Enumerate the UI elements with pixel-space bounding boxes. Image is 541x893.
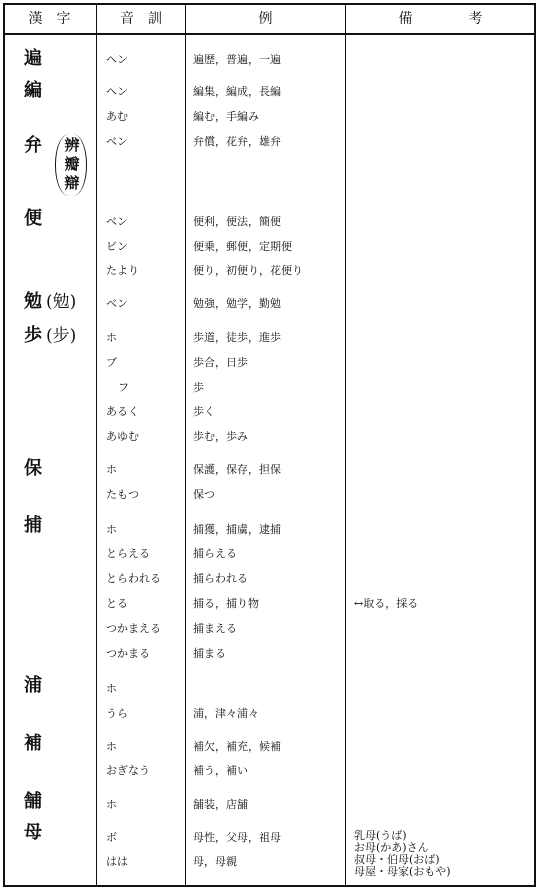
reading-cell: あゆむ — [106, 430, 139, 443]
reading-cell: あむ — [106, 110, 128, 123]
example-cell: 捕獲，捕虜，逮捕 — [193, 523, 281, 536]
kanji-cell: 浦 — [24, 675, 42, 696]
reading-cell: ホ — [106, 682, 117, 695]
example-cell: 捕る，捕り物 — [193, 597, 259, 610]
example-cell: 補う，補い — [193, 764, 248, 777]
reading-cell: とる — [106, 597, 128, 610]
kanji-char: 歩 — [24, 325, 42, 346]
example-cell: 便り，初便り，花便り — [193, 264, 303, 277]
example-cell: 歩く — [193, 405, 215, 418]
reading-cell: ブ — [106, 356, 117, 369]
example-cell: 便乗，郵便，定期便 — [193, 240, 292, 253]
reading-cell: ビン — [106, 240, 128, 253]
example-cell: 保護，保存，担保 — [193, 463, 281, 476]
example-cell: 歩道，徒歩，進歩 — [193, 331, 281, 344]
example-cell: 勉強，勉学，勤勉 — [193, 297, 281, 310]
reading-cell: ホ — [106, 740, 117, 753]
reading-cell: ホ — [106, 331, 117, 344]
variant-kanji: 瓣 — [64, 155, 80, 173]
kanji-cell: 遍 — [24, 48, 42, 69]
reading-cell: つかまる — [106, 647, 150, 660]
remark-cell: 母屋・母家(おもや) — [354, 865, 451, 878]
header-divider — [3, 33, 536, 35]
column-divider — [345, 3, 346, 887]
reading-cell: ホ — [106, 463, 117, 476]
reading-cell: たより — [106, 264, 139, 277]
reading-cell: ホ — [106, 798, 117, 811]
example-cell: 弁償，花弁，雄弁 — [193, 135, 281, 148]
example-cell: 編集，編成，長編 — [193, 85, 281, 98]
remark-cell: 乳母(うば) — [354, 829, 407, 842]
reading-cell: あるく — [106, 405, 139, 418]
example-cell: 舗装，店舗 — [193, 798, 248, 811]
remark-cell: 叔母・伯母(おば) — [354, 853, 440, 866]
example-cell: 補欠，補充，候補 — [193, 740, 281, 753]
column-divider — [96, 3, 97, 887]
example-cell: 便利，便法，簡便 — [193, 215, 281, 228]
kanji-cell: 便 — [24, 208, 42, 229]
example-cell: 母性，父母，祖母 — [193, 831, 281, 844]
kanji-cell — [24, 324, 76, 348]
reading-cell: フ — [118, 381, 129, 394]
kanji-char: 勉 — [24, 291, 42, 312]
example-cell: 歩む，歩み — [193, 430, 248, 443]
reading-cell: ベン — [106, 297, 128, 310]
kanji-cell: 弁 — [24, 135, 42, 156]
example-cell: 捕まえる — [193, 622, 237, 635]
reading-cell: ボ — [106, 831, 117, 844]
reading-cell: ベン — [106, 215, 128, 228]
reading-cell: ヘン — [106, 53, 128, 66]
header-example: 例 — [258, 11, 273, 27]
example-cell: 捕らえる — [193, 547, 237, 560]
variant-kanji-group — [55, 134, 87, 196]
remark-cell: お母(かあ)さん — [354, 841, 429, 854]
header-remarks: 備 考 — [398, 11, 483, 27]
example-cell: 遍歴，普遍，一遍 — [193, 53, 281, 66]
kanji-old-form: (勉) — [46, 292, 77, 312]
reading-cell: うら — [106, 707, 128, 720]
example-cell: 捕まる — [193, 647, 226, 660]
kanji-cell: 母 — [24, 822, 42, 843]
reading-cell: とらえる — [106, 547, 150, 560]
kanji-cell: 捕 — [24, 515, 42, 536]
reading-cell: おぎなう — [106, 764, 150, 777]
column-divider — [185, 3, 186, 887]
example-cell: 捕らわれる — [193, 572, 248, 585]
kanji-cell: 舗 — [24, 791, 42, 812]
reading-cell: ヘン — [106, 85, 128, 98]
example-cell: 編む，手編み — [193, 110, 259, 123]
header-kanji: 漢 字 — [28, 11, 71, 27]
reading-cell: はは — [106, 855, 128, 868]
reading-cell: とらわれる — [106, 572, 161, 585]
example-cell: 歩合，日歩 — [193, 356, 248, 369]
kanji-cell: 保 — [24, 458, 42, 479]
variant-kanji: 辨 — [64, 136, 80, 154]
kanji-cell: 編 — [24, 80, 42, 101]
reading-cell: ベン — [106, 135, 128, 148]
example-cell: 母，母親 — [193, 855, 237, 868]
variant-kanji: 辯 — [64, 174, 80, 192]
example-cell: 浦，津々浦々 — [193, 707, 259, 720]
remark-cell: ↔取る，採る — [354, 597, 419, 610]
reading-cell: たもつ — [106, 488, 139, 501]
kanji-cell: 補 — [24, 733, 42, 754]
reading-cell: つかまえる — [106, 622, 161, 635]
example-cell: 保つ — [193, 488, 215, 501]
example-cell: 歩 — [193, 381, 204, 394]
header-reading: 音 訓 — [120, 11, 162, 27]
reading-cell: ホ — [106, 523, 117, 536]
kanji-old-form: (步) — [46, 326, 77, 346]
kanji-cell — [24, 290, 76, 314]
